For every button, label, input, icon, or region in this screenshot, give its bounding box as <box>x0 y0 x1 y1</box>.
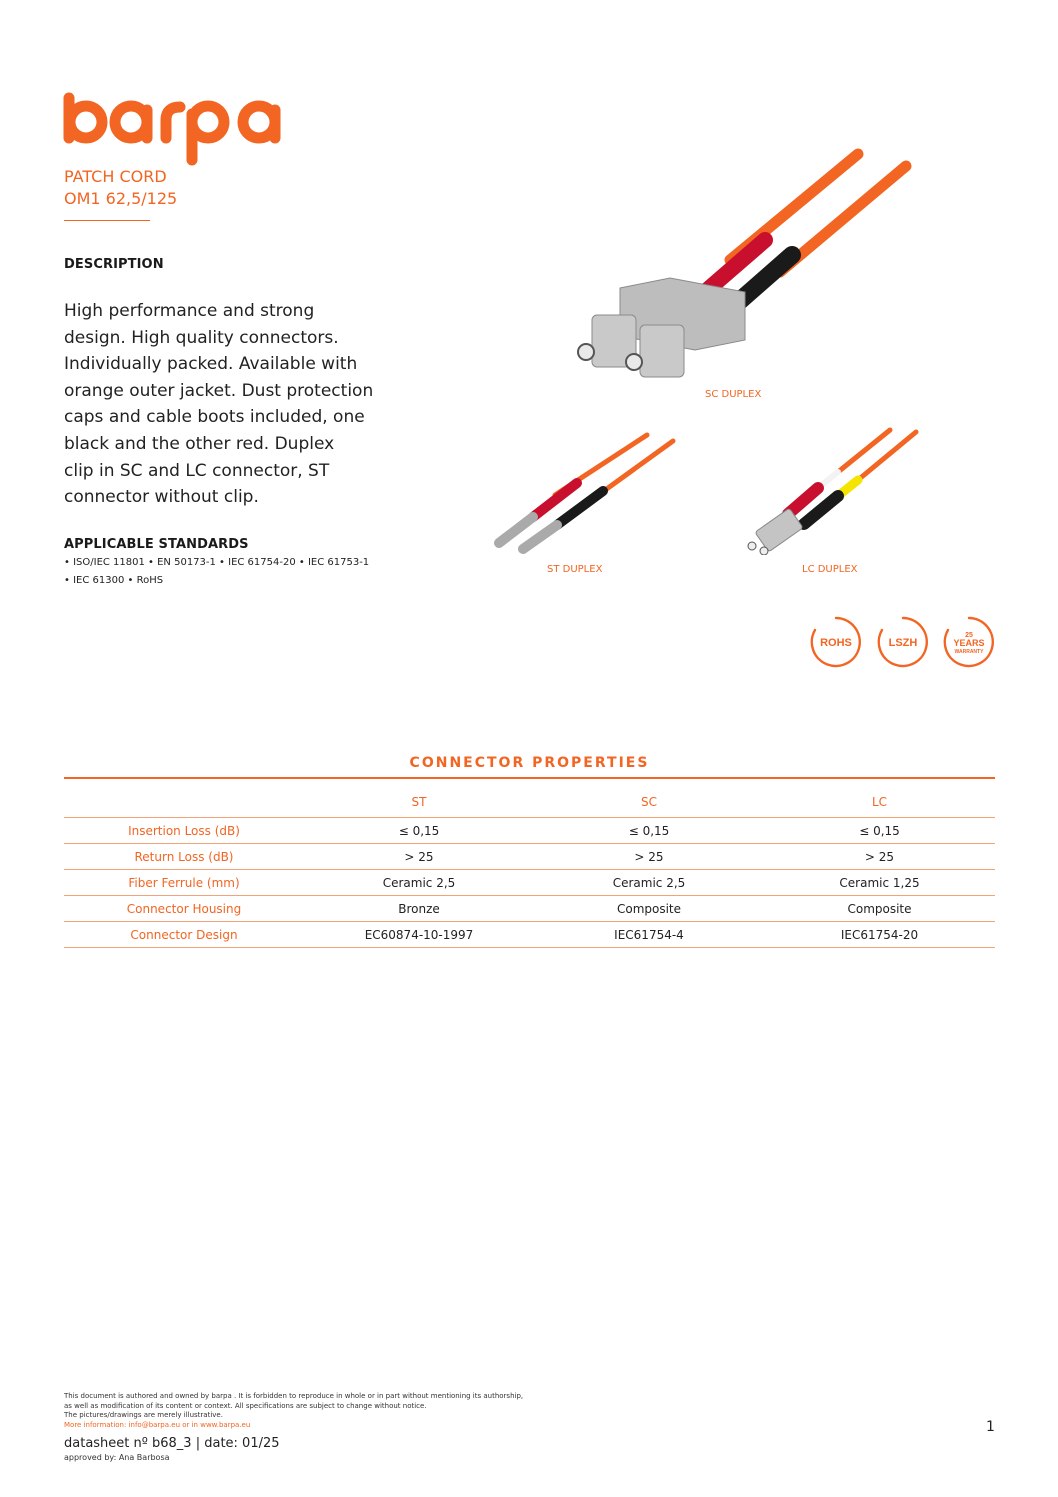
rohs-badge-icon <box>809 615 863 669</box>
cell-value: Ceramic 1,25 <box>764 870 995 896</box>
svg-text:LSZH: LSZH <box>888 637 918 649</box>
header-blank <box>64 786 304 818</box>
table-row <box>64 870 995 896</box>
row-label: Connector Housing <box>64 896 304 922</box>
st-duplex-label: ST DUPLEX <box>547 564 603 575</box>
barpa-logo <box>62 92 288 172</box>
divider <box>64 220 150 221</box>
description-heading: DESCRIPTION <box>64 257 164 272</box>
cell-value: Ceramic 2,5 <box>534 870 764 896</box>
standards-heading: APPLICABLE STANDARDS <box>64 537 249 552</box>
column-header-st: ST <box>304 786 534 818</box>
row-label: Insertion Loss (dB) <box>64 818 304 844</box>
table-top-rule <box>64 777 995 779</box>
cell-value: Ceramic 2,5 <box>304 870 534 896</box>
row-label: Connector Design <box>64 922 304 948</box>
cell-value: > 25 <box>534 844 764 870</box>
cell-value: Composite <box>764 896 995 922</box>
more-info-link[interactable]: More information: info@barpa.eu or in www.barpa.eu <box>64 1420 251 1429</box>
lc-duplex-label: LC DUPLEX <box>802 564 858 575</box>
description-text: High performance and strong design. High quality connectors. Individually packed. Available with orange outer jacket. Dust protection caps and cable boots included, one black and the other red. Duplex clip in SC and LC connector, ST connector without clip. <box>64 301 374 508</box>
cell-value: ≤ 0,15 <box>534 818 764 844</box>
approved-by: approved by: Ana Barbosa <box>64 1453 170 1462</box>
cell-value: > 25 <box>764 844 995 870</box>
column-header-sc: SC <box>534 786 764 818</box>
row-label: Fiber Ferrule (mm) <box>64 870 304 896</box>
connector-properties-title: CONNECTOR PROPERTIES <box>409 755 650 771</box>
legal-notice: This document is authored and owned by barpa . It is forbidden to reproduce in whole or in part without mentioning its authorship, as well as modification of its content or context. All specifications are subject to change without notice. The pictures/drawings are merely illustrative. More information: info@barpa.eu or in www.barpa.eu <box>64 1392 584 1430</box>
table-header-row <box>64 786 995 818</box>
page-number: 1 <box>986 1419 995 1435</box>
svg-text:YEARS: YEARS <box>953 638 985 648</box>
cell-value: ≤ 0,15 <box>304 818 534 844</box>
cell-value: ≤ 0,15 <box>764 818 995 844</box>
standards-list-1: • ISO/IEC 11801 • EN 50173-1 • IEC 61754-20 • IEC 61753-1 <box>64 557 370 568</box>
cell-value: IEC61754-4 <box>534 922 764 948</box>
cell-value: EC60874-10-1997 <box>304 922 534 948</box>
svg-text:WARRANTY: WARRANTY <box>954 649 984 655</box>
product-name: PATCH CORD <box>64 167 167 186</box>
datasheet-id: datasheet nº b68_3 | date: 01/25 <box>64 1436 280 1451</box>
lc-duplex-image <box>740 420 930 555</box>
table-row <box>64 922 995 948</box>
cell-value: Composite <box>534 896 764 922</box>
column-header-lc: LC <box>764 786 995 818</box>
cell-value: > 25 <box>304 844 534 870</box>
st-duplex-image <box>485 425 685 555</box>
cell-value: Bronze <box>304 896 534 922</box>
lszh-badge-icon <box>876 615 930 669</box>
row-label: Return Loss (dB) <box>64 844 304 870</box>
table-row <box>64 844 995 870</box>
connector-properties-table <box>64 786 995 948</box>
warranty-badge-icon <box>942 615 996 669</box>
table-row <box>64 896 995 922</box>
cell-value: IEC61754-20 <box>764 922 995 948</box>
sc-duplex-image <box>570 140 920 385</box>
svg-text:25: 25 <box>965 632 973 639</box>
standards-list-2: • IEC 61300 • RoHS <box>64 575 164 586</box>
svg-text:ROHS: ROHS <box>820 637 852 649</box>
table-row <box>64 818 995 844</box>
product-spec: OM1 62,5/125 <box>64 189 178 208</box>
sc-duplex-label: SC DUPLEX <box>705 389 762 400</box>
